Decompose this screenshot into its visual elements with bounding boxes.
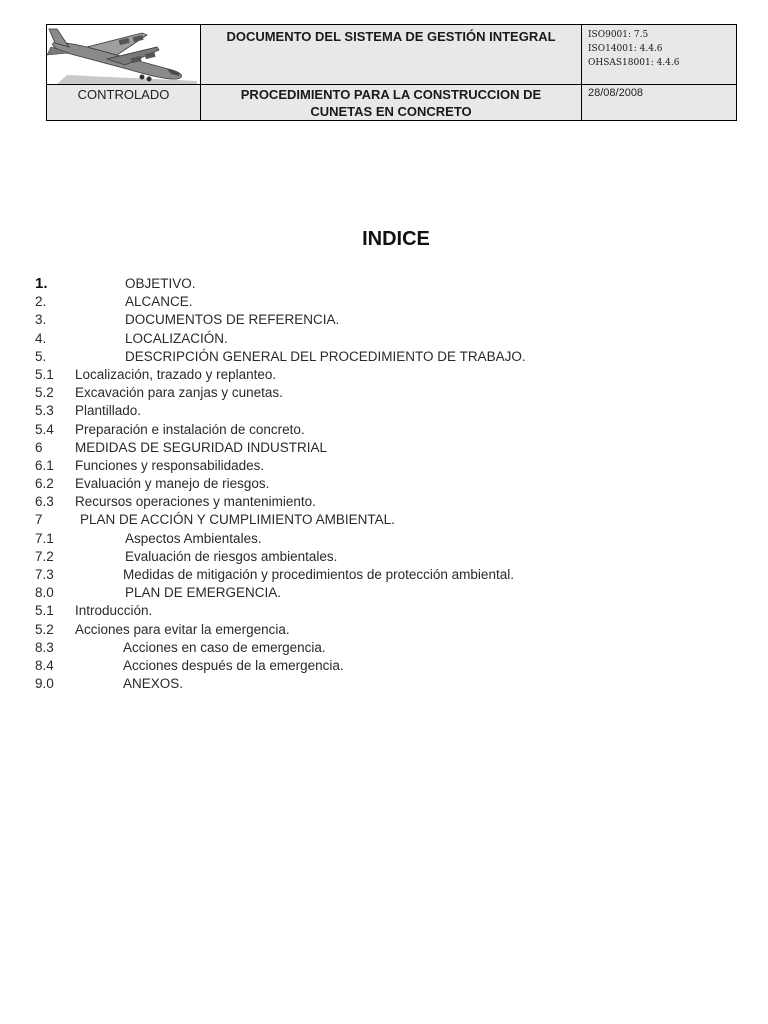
index-title: INDICE	[362, 228, 430, 250]
control-status-cell	[47, 85, 201, 121]
toc-item	[35, 458, 735, 476]
toc-label: DOCUMENTOS DE REFERENCIA.	[125, 312, 340, 328]
toc-item	[35, 294, 735, 312]
toc-item	[35, 512, 735, 530]
toc-label: Localización, trazado y replanteo.	[75, 366, 277, 382]
toc-item	[35, 494, 735, 512]
toc-number: 5.1	[35, 603, 54, 619]
toc-label: Introducción.	[75, 603, 153, 619]
iso-line: ISO14001: 4.4.6	[588, 44, 663, 54]
toc-label: Acciones para evitar la emergencia.	[75, 621, 290, 637]
procedure-title: PROCEDIMIENTO PARA LA CONSTRUCCION DE CUNETAS EN CONCRETO	[240, 87, 542, 119]
toc-number: 6.3	[35, 494, 54, 510]
toc-number: 7.1	[35, 530, 54, 546]
toc-label: LOCALIZACIÓN.	[125, 330, 228, 346]
toc-item	[35, 549, 735, 567]
toc-label: ANEXOS.	[123, 676, 184, 692]
toc-number: 6.2	[35, 476, 54, 492]
toc-item	[35, 658, 735, 676]
toc-label: Evaluación y manejo de riesgos.	[75, 476, 270, 492]
toc-number: 6	[35, 439, 43, 455]
toc-item	[35, 676, 735, 694]
toc-item	[35, 531, 735, 549]
toc-label: ALCANCE.	[125, 294, 193, 310]
toc-number: 7.2	[35, 548, 54, 564]
toc-label: OBJETIVO.	[125, 276, 196, 291]
toc-number: 5.1	[35, 366, 54, 382]
toc-number: 8.3	[35, 639, 54, 655]
toc-number: 8.0	[35, 585, 54, 601]
table-of-contents	[35, 276, 735, 694]
toc-label: Acciones después de la emergencia.	[123, 657, 344, 673]
toc-item	[35, 603, 735, 621]
toc-number: 5.2	[35, 621, 54, 637]
toc-label: Plantillado.	[75, 403, 142, 419]
toc-item	[35, 440, 735, 458]
document-title-cell	[201, 25, 582, 85]
toc-item	[35, 476, 735, 494]
toc-number: 3.	[35, 312, 47, 328]
toc-item	[35, 422, 735, 440]
toc-number: 6.1	[35, 457, 54, 473]
toc-number: 7.3	[35, 567, 54, 582]
toc-label: Preparación e instalación de concreto.	[75, 421, 305, 437]
toc-number: 9.0	[35, 676, 54, 692]
iso-standards-cell	[582, 25, 737, 85]
toc-item	[35, 349, 735, 367]
toc-label: PLAN DE ACCIÓN Y CUMPLIMIENTO AMBIENTAL.	[80, 512, 395, 528]
cargo-airplane-icon	[47, 25, 200, 84]
toc-label: Evaluación de riesgos ambientales.	[125, 548, 338, 564]
toc-item	[35, 585, 735, 603]
toc-label: MEDIDAS DE SEGURIDAD INDUSTRIAL	[75, 439, 328, 455]
toc-item	[35, 312, 735, 330]
toc-number: 5.4	[35, 421, 54, 437]
toc-item	[35, 367, 735, 385]
toc-number: 5.	[35, 348, 47, 364]
toc-label: Medidas de mitigación y procedimientos de protección ambiental.	[123, 567, 514, 582]
document-date: 28/08/2008	[588, 87, 644, 99]
toc-item	[35, 276, 735, 294]
toc-item	[35, 622, 735, 640]
iso-line: OHSAS18001: 4.4.6	[588, 58, 680, 68]
control-status: CONTROLADO	[77, 87, 170, 102]
date-cell	[582, 85, 737, 121]
document-header-table	[46, 24, 737, 121]
toc-number: 2.	[35, 294, 47, 310]
toc-item	[35, 331, 735, 349]
toc-label: Excavación para zanjas y cunetas.	[75, 385, 283, 401]
toc-number: 4.	[35, 330, 47, 346]
toc-label: Funciones y responsabilidades.	[75, 457, 265, 473]
toc-number: 5.3	[35, 403, 54, 419]
logo-cell	[47, 25, 201, 85]
toc-number: 7	[35, 512, 43, 528]
toc-item	[35, 640, 735, 658]
toc-item	[35, 403, 735, 421]
procedure-title-cell	[201, 85, 582, 121]
toc-label: Recursos operaciones y mantenimiento.	[75, 494, 316, 510]
document-title: DOCUMENTO DEL SISTEMA DE GESTIÓN INTEGRAL	[226, 29, 556, 44]
toc-label: Acciones en caso de emergencia.	[123, 639, 326, 655]
toc-item	[35, 385, 735, 403]
toc-item	[35, 567, 735, 585]
toc-label: DESCRIPCIÓN GENERAL DEL PROCEDIMIENTO DE TRABAJO.	[125, 348, 526, 364]
toc-label: PLAN DE EMERGENCIA.	[125, 585, 282, 601]
iso-line: ISO9001: 7.5	[588, 30, 649, 40]
toc-number: 8.4	[35, 657, 54, 673]
toc-number: 1.	[35, 275, 48, 292]
toc-label: Aspectos Ambientales.	[125, 530, 262, 546]
toc-number: 5.2	[35, 385, 54, 401]
